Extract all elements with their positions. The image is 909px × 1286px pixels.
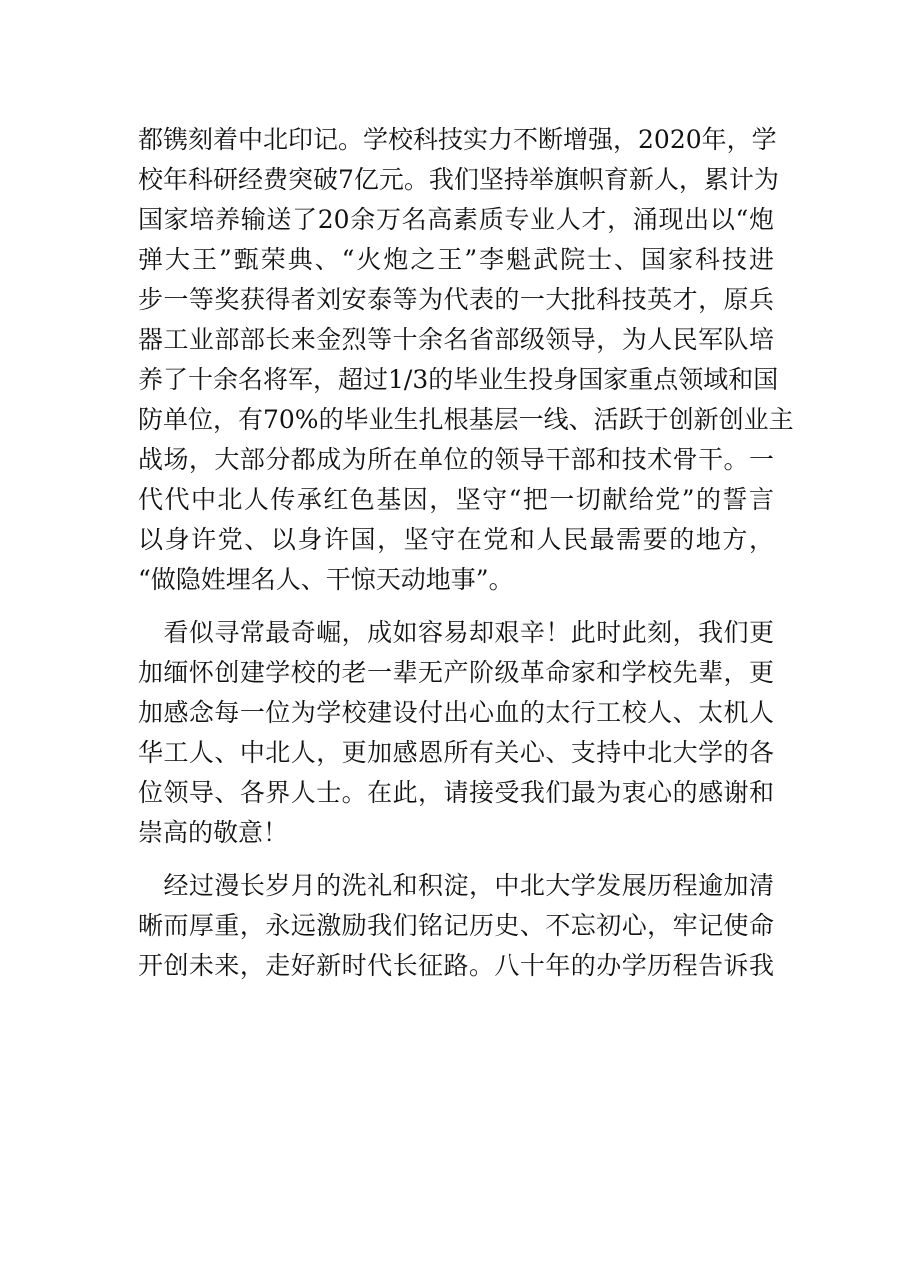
text-line: 看似寻常最奇崛，成如容易却艰辛！此时此刻，我们更 (138, 618, 774, 647)
text-line: 经过漫长岁月的洗礼和积淀，中北大学发展历程逾加清 (138, 871, 774, 900)
text-line: 代代中北人传承红色基因，坚守“把一切献给党”的誓言 (138, 485, 774, 514)
text-line: 以身许党、以身许国，坚守在党和人民最需要的地方， (138, 525, 774, 554)
text-line: 位领导、各界人士。在此，请接受我们最为衷心的感谢和 (138, 778, 774, 807)
text-line: 器工业部部长来金烈等十余名省部级领导，为人民军队培 (138, 325, 774, 354)
text-line: 弹大王”甄荣典、“火炮之王”李魁武院士、国家科技进 (138, 245, 774, 274)
text-line: 养了十余名将军，超过1/3的毕业生投身国家重点领域和国 (138, 365, 779, 394)
text-line: 国家培养输送了20余万名高素质专业人才，涌现出以“炮 (138, 205, 774, 234)
text-line: 晰而厚重，永远激励我们铭记历史、不忘初心，牢记使命 (138, 911, 774, 940)
text-line: 战场，大部分都成为所在单位的领导干部和技术骨干。一 (138, 445, 774, 474)
paragraph-2 (138, 613, 774, 853)
text-line: 校年科研经费突破7亿元。我们坚持举旗帜育新人，累计为 (138, 165, 779, 194)
text-line: 加缅怀创建学校的老一辈无产阶级革命家和学校先辈，更 (138, 658, 774, 687)
document-body (138, 120, 794, 986)
text-line: 华工人、中北人，更加感恩所有关心、支持中北大学的各 (138, 738, 774, 767)
paragraph-1 (138, 120, 794, 600)
text-line: 步一等奖获得者刘安泰等为代表的一大批科技英才，原兵 (138, 285, 774, 314)
paragraph-3 (138, 866, 774, 986)
text-line: 崇高的敬意！ (138, 818, 289, 847)
text-line: 都镌刻着中北印记。学校科技实力不断增强，2020年，学 (138, 125, 777, 154)
text-line: 开创未来，走好新时代长征路。八十年的办学历程告诉我 (138, 951, 774, 980)
text-line: 防单位，有70%的毕业生扎根基层一线、活跃于创新创业主 (138, 405, 794, 434)
text-line: “做隐姓埋名人、干惊天动地事”。 (138, 565, 514, 594)
text-line: 加感念每一位为学校建设付出心血的太行工校人、太机人 (138, 698, 774, 727)
